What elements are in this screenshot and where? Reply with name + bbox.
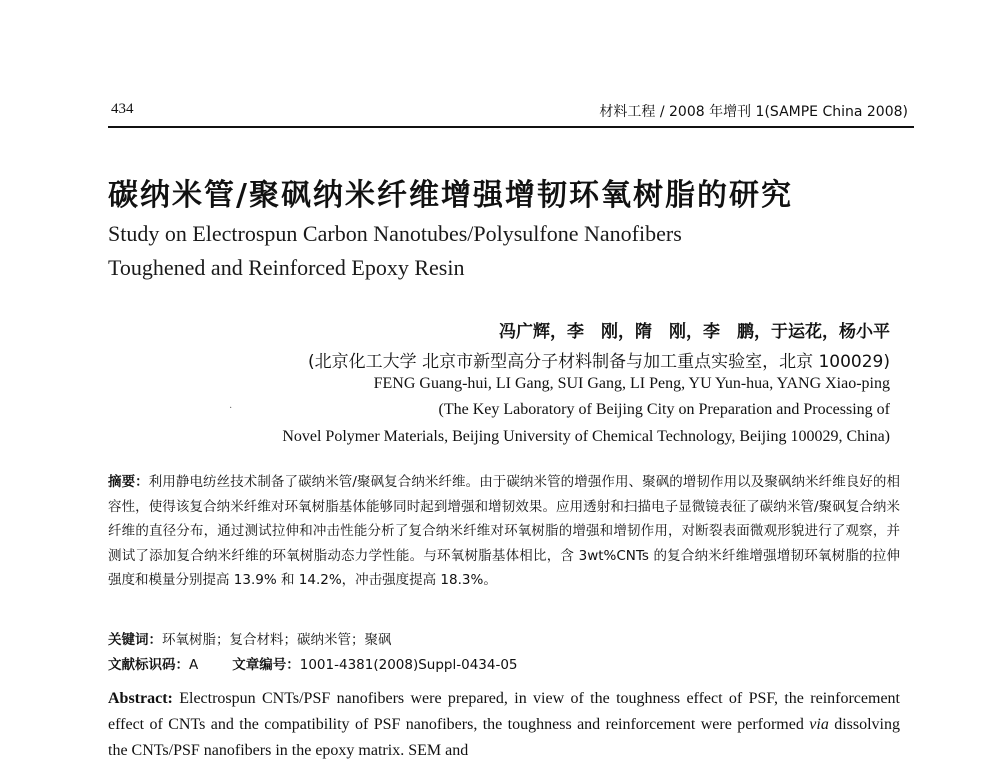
doc-code-label: 文献标识码： <box>108 657 189 673</box>
paper-title-en-line2: Toughened and Reinforced Epoxy Resin <box>108 255 465 280</box>
abstract-cn <box>108 470 900 593</box>
abstract-en-text-2: dissolving the CNTs/PSF nanofibers in the epoxy matrix. SEM and <box>108 716 901 759</box>
keywords-text: 环氧树脂；复合材料；碳纳米管；聚砜 <box>162 632 392 648</box>
affiliation-en-line1: (The Key Laboratory of Beijing City on Preparation and Processing of <box>438 401 890 418</box>
abstract-cn-text: 利用静电纺丝技术制备了碳纳米管/聚砜复合纳米纤维。由于碳纳米管的增强作用、聚砜的增韧作用以及聚砜纳米纤维良好的相容性，使得该复合纳米纤维对环氧树脂基体能够同时起到增强和增韧效果。应用透射和扫描电子显微镜表征了碳纳米管/聚砜复合纳米纤维的直径分布，通过测试拉伸和冲击性能分析了复合纳米纤维对环氧树脂的增强和增韧作用，对断裂表面微观形貌进行了观察，并测试了添加复合纳米纤维的环氧树脂动态力学性能。与环氧树脂基体相比，含 3wt%CNTs 的复合纳米纤维增强增韧环氧树脂的拉伸强度和模量分别提高 13.9% 和 14.2%，冲击强度提高 18.3%。 <box>108 474 901 588</box>
abstract-en-label: Abstract: <box>108 690 173 707</box>
affiliation-cn: (北京化工大学 北京市新型高分子材料制备与加工重点实验室，北京 100029) <box>308 352 890 372</box>
abstract-en-italic: via <box>809 716 829 733</box>
page-number: 434 <box>111 101 134 117</box>
abstract-en <box>108 686 900 764</box>
stray-mark: · <box>229 403 233 414</box>
abstract-cn-label: 摘要： <box>108 474 149 490</box>
doc-code-value: A <box>189 657 199 673</box>
article-number-value: 1001-4381(2008)Suppl-0434-05 <box>299 657 518 673</box>
paper-title-en-line1: Study on Electrospun Carbon Nanotubes/Polysulfone Nanofibers <box>108 221 682 246</box>
document-codes <box>108 653 518 673</box>
header-rule <box>108 126 914 128</box>
keywords <box>108 628 392 648</box>
authors-en: FENG Guang-hui, LI Gang, SUI Gang, LI Peng, YU Yun-hua, YANG Xiao-ping <box>373 375 890 392</box>
journal-info: 材料工程 / 2008 年增刊 1(SAMPE China 2008) <box>599 104 908 120</box>
paper-title-cn: 碳纳米管/聚砜纳米纤维增强增韧环氧树脂的研究 <box>108 178 793 213</box>
article-number-label: 文章编号： <box>232 657 300 673</box>
authors-cn: 冯广辉，李 刚，隋 刚，李 鹏，于运花，杨小平 <box>499 322 890 342</box>
abstract-en-text-1: Electrospun CNTs/PSF nanofibers were prepared, in view of the toughness effect of PSF, the reinforcement effect of CNTs and the compatibility of PSF nanofibers, the toughness and reinforcement were performed <box>108 690 900 733</box>
keywords-label: 关键词： <box>108 632 162 648</box>
affiliation-en-line2: Novel Polymer Materials, Beijing University of Chemical Technology, Beijing 100029, China) <box>282 428 890 445</box>
